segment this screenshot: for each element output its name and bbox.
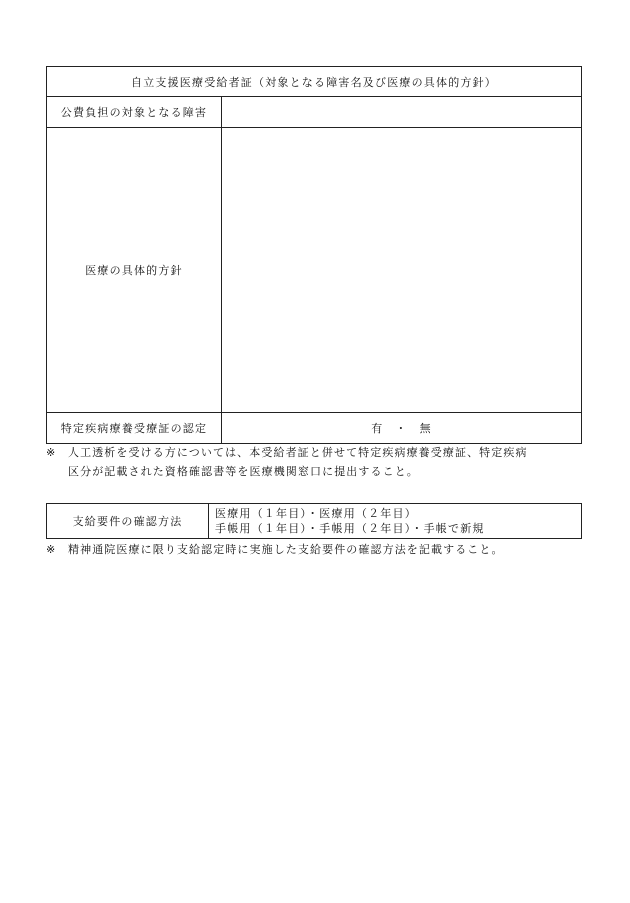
dialysis-note-line1 xyxy=(46,443,592,462)
cert-separator: ・ xyxy=(395,422,408,435)
policy-label: 医療の具体的方針 xyxy=(47,128,222,412)
psychiatric-note-text: 精神通院医療に限り支給認定時に実施した支給要件の確認方法を記載すること。 xyxy=(68,543,504,556)
psychiatric-note xyxy=(46,540,592,559)
cert-label: 特定疾病療養受療証の認定 xyxy=(47,413,222,443)
disability-value[interactable] xyxy=(222,97,581,127)
confirmation-table xyxy=(46,503,582,539)
note-mark: ※ xyxy=(46,446,57,459)
table-title: 自立支援医療受給者証（対象となる障害名及び医療の具体的方針） xyxy=(131,75,497,89)
confirmation-option-line1[interactable]: 医療用（１年目）・医療用（２年目） xyxy=(215,507,417,520)
confirmation-row xyxy=(47,504,581,538)
policy-row xyxy=(47,128,581,413)
note-mark: ※ xyxy=(46,543,57,556)
dialysis-note-line2: 区分が記載された資格確認書等を医療機関窓口に提出すること。 xyxy=(68,465,419,478)
dialysis-note-text1: 人工透析を受ける方については、本受給者証と併せて特定疾病療養受療証、特定疾病 xyxy=(68,446,528,459)
cert-no-option[interactable]: 無 xyxy=(419,422,432,435)
cert-row xyxy=(47,413,581,443)
table-title-row xyxy=(47,67,581,97)
dialysis-note xyxy=(46,443,592,481)
cert-options xyxy=(222,413,581,443)
policy-value[interactable] xyxy=(222,128,581,412)
disability-row xyxy=(47,97,581,128)
confirmation-options xyxy=(209,504,581,538)
confirmation-label: 支給要件の確認方法 xyxy=(47,504,209,538)
confirmation-option-line2[interactable]: 手帳用（１年目）・手帳用（２年目）・手帳で新規 xyxy=(215,522,485,535)
disability-label: 公費負担の対象となる障害 xyxy=(47,97,222,127)
certificate-table xyxy=(46,66,582,444)
cert-yes-option[interactable]: 有 xyxy=(371,422,384,435)
